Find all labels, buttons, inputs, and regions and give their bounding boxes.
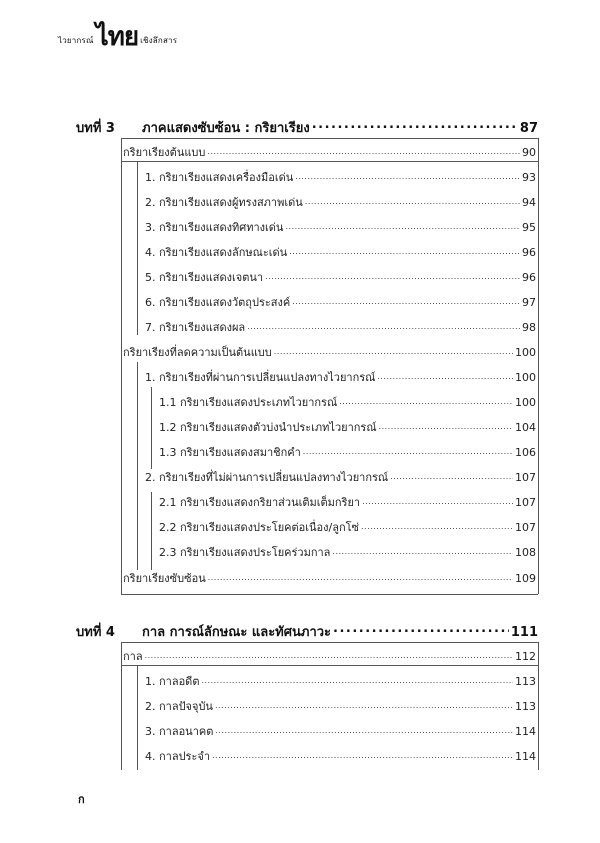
dot-leader	[215, 724, 513, 735]
dot-leader	[303, 445, 513, 456]
toc-entry-page: 100	[515, 346, 536, 359]
toc-entry[interactable]	[145, 268, 536, 286]
chapter-title: ภาคแสดงซับซ้อน : กริยาเรียง	[142, 121, 310, 136]
dot-leader	[312, 119, 518, 132]
toc-entry-title: 2.1 กริยาเรียงแสดงกริยาส่วนเติมเต็มกริยา	[159, 496, 361, 509]
toc-entry-title: 1.2 กริยาเรียงแสดงตัวบ่งนำประเภทไวยากรณ์	[159, 421, 377, 434]
bracket-line	[538, 642, 539, 770]
toc-entry[interactable]	[159, 518, 536, 536]
toc-entry[interactable]	[159, 493, 536, 511]
chapter-number: บทที่ 4	[76, 625, 115, 640]
dot-leader	[207, 145, 520, 156]
toc-entry-page: 98	[522, 321, 536, 334]
bracket-line	[121, 138, 538, 139]
toc-entry[interactable]	[145, 318, 536, 336]
dot-leader	[332, 545, 513, 556]
toc-entry-page: 97	[522, 296, 536, 309]
toc-entry[interactable]	[145, 243, 536, 261]
chapter-page: 111	[510, 625, 538, 640]
dot-leader	[201, 674, 513, 685]
toc-entry-title: 3. กาลอนาคต	[145, 725, 214, 738]
toc-entry-title: 3. กริยาเรียงแสดงทิศทางเด่น	[145, 221, 284, 234]
toc-entry[interactable]	[145, 168, 536, 186]
dot-leader	[305, 195, 520, 206]
dot-leader	[265, 270, 520, 281]
toc-entry[interactable]	[123, 343, 536, 361]
chapter-page: 87	[519, 121, 538, 136]
dot-leader	[289, 245, 520, 256]
toc-entry-title: 2.3 กริยาเรียงแสดงประโยคร่วมกาล	[159, 546, 331, 559]
toc-entry[interactable]	[145, 722, 536, 740]
toc-entry-page: 113	[515, 700, 536, 713]
toc-entry-title: 2. กาลปัจจุบัน	[145, 700, 213, 713]
toc-entry-page: 104	[515, 421, 536, 434]
bracket-line	[137, 161, 138, 335]
bracket-line	[151, 492, 152, 570]
dot-leader	[208, 571, 513, 582]
bracket-line	[121, 665, 538, 666]
toc-entry-title: 4. กริยาเรียงแสดงลักษณะเด่น	[145, 246, 288, 259]
toc-entry-page: 95	[522, 221, 536, 234]
chapter-heading[interactable]	[76, 117, 538, 138]
bracket-line	[121, 594, 538, 595]
dot-leader	[274, 345, 513, 356]
toc-entry[interactable]	[145, 468, 536, 486]
toc-entry[interactable]	[145, 368, 536, 386]
toc-entry-title: 5. กริยาเรียงแสดงเจตนา	[145, 271, 264, 284]
toc-entry-page: 107	[515, 471, 536, 484]
toc-entry-title: 7. กริยาเรียงแสดงผล	[145, 321, 246, 334]
toc-entry-page: 100	[515, 371, 536, 384]
toc-entry[interactable]	[159, 393, 536, 411]
toc-entry[interactable]	[123, 143, 536, 161]
logo-small-left: ไวยากรณ์	[58, 36, 94, 45]
chapter-number: บทที่ 3	[76, 121, 115, 136]
dot-leader	[377, 370, 513, 381]
logo-small-right: เชิงลึกสาร	[140, 36, 178, 45]
toc-entry-page: 93	[522, 171, 536, 184]
dot-leader	[145, 649, 513, 660]
toc-entry-title: 2. กริยาเรียงที่ไม่ผ่านการเปลี่ยนแปลงทางไวยากรณ์	[145, 471, 389, 484]
toc-entry[interactable]	[145, 193, 536, 211]
toc-entry-page: 113	[515, 675, 536, 688]
toc-entry-page: 96	[522, 271, 536, 284]
toc-entry-page: 114	[515, 750, 536, 763]
toc-entry[interactable]	[145, 697, 536, 715]
dot-leader	[333, 623, 509, 636]
toc-entry-title: 2.2 กริยาเรียงแสดงประโยคต่อเนื่อง/ลูกโซ่	[159, 521, 359, 534]
dot-leader	[292, 295, 520, 306]
bracket-line	[151, 387, 152, 469]
dot-leader	[215, 699, 513, 710]
bracket-line	[137, 362, 138, 570]
toc-entry[interactable]	[159, 443, 536, 461]
toc-entry[interactable]	[145, 218, 536, 236]
dot-leader	[379, 420, 513, 431]
toc-entry-title: 4. กาลประจำ	[145, 750, 210, 763]
dot-leader	[390, 470, 513, 481]
bracket-line	[137, 665, 138, 770]
bracket-line	[121, 161, 538, 162]
toc-entry[interactable]	[145, 672, 536, 690]
toc-entry-page: 90	[522, 146, 536, 159]
toc-entry-title: 1.3 กริยาเรียงแสดงสมาชิกคำ	[159, 446, 301, 459]
toc-entry-page: 106	[515, 446, 536, 459]
bracket-line	[121, 642, 122, 770]
chapter-heading[interactable]	[76, 621, 538, 642]
toc-entry-title: 1. กาลอดีต	[145, 675, 200, 688]
toc-entry-title: กาล	[123, 650, 143, 663]
dot-leader	[247, 320, 520, 331]
publication-logo	[58, 24, 177, 50]
toc-entry-title: 2. กริยาเรียงแสดงผู้ทรงสภาพเด่น	[145, 196, 303, 209]
toc-entry-page: 94	[522, 196, 536, 209]
toc-entry[interactable]	[159, 543, 536, 561]
dot-leader	[212, 749, 513, 760]
dot-leader	[361, 520, 513, 531]
toc-entry-page: 114	[515, 725, 536, 738]
toc-entry-title: กริยาเรียงซับซ้อน	[123, 572, 206, 585]
toc-entry[interactable]	[123, 647, 536, 665]
dot-leader	[362, 495, 513, 506]
toc-entry[interactable]	[145, 747, 536, 765]
chapter-title: กาล การณ์ลักษณะ และทัศนภาวะ	[142, 625, 332, 640]
toc-entry-title: 1. กริยาเรียงแสดงเครื่องมือเด่น	[145, 171, 294, 184]
toc-entry-page: 107	[515, 521, 536, 534]
toc-entry-page: 109	[515, 572, 536, 585]
toc-entry[interactable]	[145, 293, 536, 311]
bracket-line	[121, 642, 538, 643]
toc-entry-title: 1. กริยาเรียงที่ผ่านการเปลี่ยนแปลงทางไวยากรณ์	[145, 371, 376, 384]
toc-entry-page: 112	[515, 650, 536, 663]
page-folio: ก	[78, 793, 85, 806]
toc-entry-title: 1.1 กริยาเรียงแสดงประเภทไวยากรณ์	[159, 396, 338, 409]
dot-leader	[295, 170, 520, 181]
dot-leader	[285, 220, 520, 231]
toc-entry-page: 107	[515, 496, 536, 509]
logo-big-text: ไทย	[95, 22, 139, 52]
toc-entry-title: 6. กริยาเรียงแสดงวัตถุประสงค์	[145, 296, 291, 309]
toc-entry[interactable]	[123, 569, 536, 587]
bracket-line	[538, 138, 539, 594]
toc-entry-page: 108	[515, 546, 536, 559]
toc-entry-page: 96	[522, 246, 536, 259]
toc-entry-title: กริยาเรียงที่ลดความเป็นต้นแบบ	[123, 346, 272, 359]
toc-entry-page: 100	[515, 396, 536, 409]
bracket-line	[121, 138, 122, 594]
toc-entry[interactable]	[159, 418, 536, 436]
dot-leader	[339, 395, 513, 406]
toc-entry-title: กริยาเรียงต้นแบบ	[123, 146, 206, 159]
